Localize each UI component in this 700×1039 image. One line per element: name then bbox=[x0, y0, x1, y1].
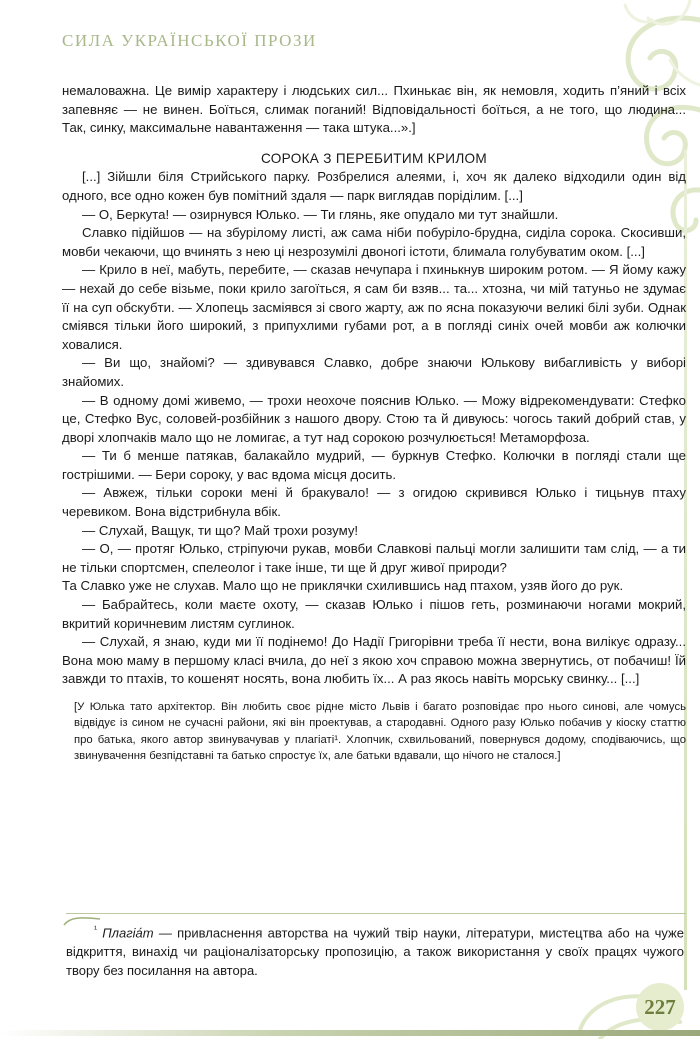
page-body bbox=[62, 82, 686, 765]
story-paragraph: — О, — протяг Юлько, стріпуючи рукав, мовби Славкові пальці могли залишити там слід, — а ти не тільки спортсмен, спелеолог і таке інше, ти ще й друг живої природи? bbox=[62, 541, 686, 575]
footnote-definition: — привласнення авторства на чужий твір науки, літератури, мистецтва або на чуже відкриття, винахід чи раціоналізаторську пропозицію, а також використання у своїх працях чужого твору без посилання на автора. bbox=[66, 925, 684, 979]
story-paragraph: — Авжеж, тільки сороки мені й бракувало! — з огидою скривився Юлько і тицьнув птаху черевиком. Вона відстрибнула вбік. bbox=[62, 485, 686, 520]
story-paragraph: — Бабрайтесь, коли маєте охоту, — сказав Юлько і пішов геть, розминаючи ногами мокрий, вкритий коричневим листям суглинок. bbox=[62, 597, 686, 631]
section-title: СОРОКА З ПЕРЕБИТИМ КРИЛОМ bbox=[260, 150, 488, 166]
footnote-marker: ¹ bbox=[94, 924, 97, 934]
editor-note: [У Юлька тато архітектор. Він любить своє рідне місто Львів і багато розповідає про нього синові, але чомусь відвідує із сином не сучасні райони, які він проектував, а стародавні. Одного разу Юлько побачив у кіоску статтю про батька, якого автор звинувачував у плагіаті¹. Хлопчик, схвильований, повернувся додому, сподіваючись, що звинувачення безпідставні та батько спростує їх, але батьки вдавали, що нічого не сталося.] bbox=[74, 701, 686, 763]
story-paragraph: — Крило в неї, мабуть, перебите, — сказав нечупара і пхинькнув широким ротом. — Я йому кажу — нехай до себе візьме, поки крило загоїться, я сам би взяв... та... хтозна, чи мій татуньо не здумає її на суп обскубти. — Хлопець засміявся зі свого жарту, аж по ясна показуючи великі білі зуби. Однак сміявся тільки його широкий, з припухлими губами рот, а в погляді синіх очей мовби аж колючки ховалися. bbox=[62, 262, 686, 352]
footnote-term: Плагіа́т bbox=[102, 925, 154, 941]
running-header-title: СИЛА УКРАЇНСЬКОЇ ПРОЗИ bbox=[62, 31, 317, 50]
story-paragraph: [...] Зійшли біля Стрийського парку. Розбрелися алеями, і, хоч як далеко відходили один від одного, все одно кожен був помітний здаля — парк виглядав поріділим. [...] bbox=[62, 169, 686, 203]
story-paragraph: — Ви що, знайомі? — здивувався Славко, добре знаючи Юлькову вибагливість у виборі знайомих. bbox=[62, 355, 686, 389]
story-paragraph: — О, Беркута! — озирнувся Юлько. — Ти глянь, яке опудало ми тут знайшли. bbox=[82, 206, 559, 222]
story-paragraph: Славко підійшов — на збурілому листі, аж сама ніби побуріло-брудна, сиділа сорока. Скосивши, мовби чекаючи, що вчинять з нею ці незрозумілі двоногі істоти, блимала голубуватим оком. [...] bbox=[62, 225, 686, 259]
story-paragraph: Та Славко уже не слухав. Мало що не приклячки схилившись над птахом, узяв його до рук. bbox=[62, 578, 624, 594]
bottom-decorative-rule bbox=[0, 1030, 700, 1036]
story-paragraph: — В одному домі живемо, — трохи неохоче пояснив Юлько. — Можу відрекомендувати: Стефко це, Стефко Вус, соловей-розбійник з нашого двору. Стою та й дивуюсь: чогось такий добрий став, у дворі хлопчаків мало що не ломигає, а тут над сорокою розчулюється! Метаморфоза. bbox=[62, 392, 686, 445]
page-number: 227 bbox=[644, 995, 676, 1019]
intro-paragraph: немаловажна. Це вимір характеру і людських сил... Пхинькає він, як немовля, ходить п’яний і всіх запевняє — не винен. Боїться, слимак поганий! Відповідальності боїться, а не того, що людина... Так, синку, максимальне навантаження — така штука...».] bbox=[62, 83, 686, 136]
story-paragraph: — Слухай, Ващук, ти що? Май трохи розуму! bbox=[82, 522, 359, 538]
footnote-divider bbox=[66, 913, 686, 914]
story-paragraph: — Ти б менше патякав, балакайло мудрий, — буркнув Стефко. Колючки в погляді стали ще гострішими. — Бери сороку, у вас вдома місця досить. bbox=[62, 448, 686, 482]
story-paragraph: — Слухай, я знаю, куди ми її подінемо! До Надії Григорівни треба її нести, вона вилікує одразу... Вона мою маму в першому класі вчила, до неї з якою хоч справою можна звернутись, от побачиш! Їй завжди то птахів, то кошенят носять, вона любить їх... А раз якось навіть морську свинку... [...] bbox=[62, 634, 686, 687]
